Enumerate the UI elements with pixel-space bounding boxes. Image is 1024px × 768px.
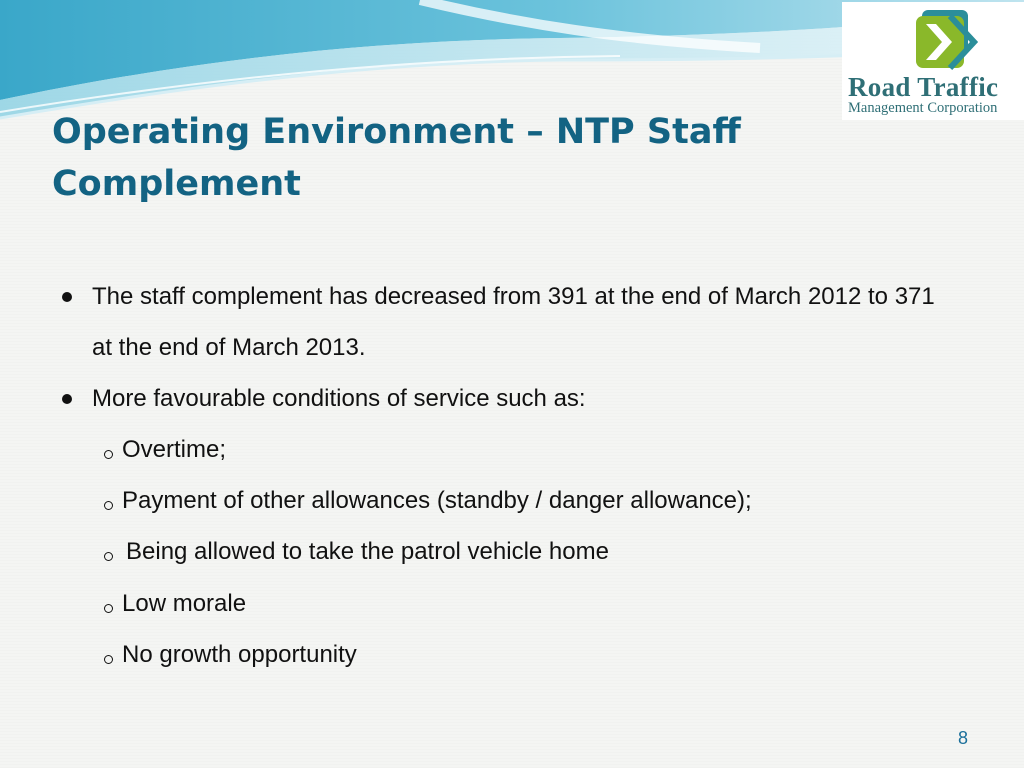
sub-bullet-circle-icon <box>104 501 113 510</box>
logo-chevron-icon <box>890 6 978 78</box>
sub-bullet-circle-icon <box>104 655 113 664</box>
bullet-text: More favourable conditions of service such as: <box>92 385 586 412</box>
sub-bullet-text: Low morale <box>122 590 247 617</box>
bullet-dot-icon <box>62 292 72 302</box>
page-number: 8 <box>958 728 969 748</box>
sub-bullet-text: No growth opportunity <box>122 641 357 668</box>
logo-name: Road Traffic <box>848 72 999 102</box>
sub-bullet-text: Being allowed to take the patrol vehicle home <box>126 538 609 565</box>
sub-bullet-text: Overtime; <box>122 436 227 463</box>
bullet-text: The staff complement has decreased from 391 at the end of March 2012 to 371 at the end of March 2013. <box>92 283 935 361</box>
slide-title: Operating Environment – NTP Staff Complement <box>52 112 741 204</box>
logo-subtitle: Management Corporation <box>848 100 998 116</box>
sub-bullet-text: Payment of other allowances (standby / danger allowance); <box>122 487 752 514</box>
sub-bullet-circle-icon <box>104 450 113 459</box>
bullet-dot-icon <box>62 394 72 404</box>
sub-bullet-circle-icon <box>104 604 113 613</box>
sub-bullet-circle-icon <box>104 552 113 561</box>
logo <box>842 2 1024 120</box>
